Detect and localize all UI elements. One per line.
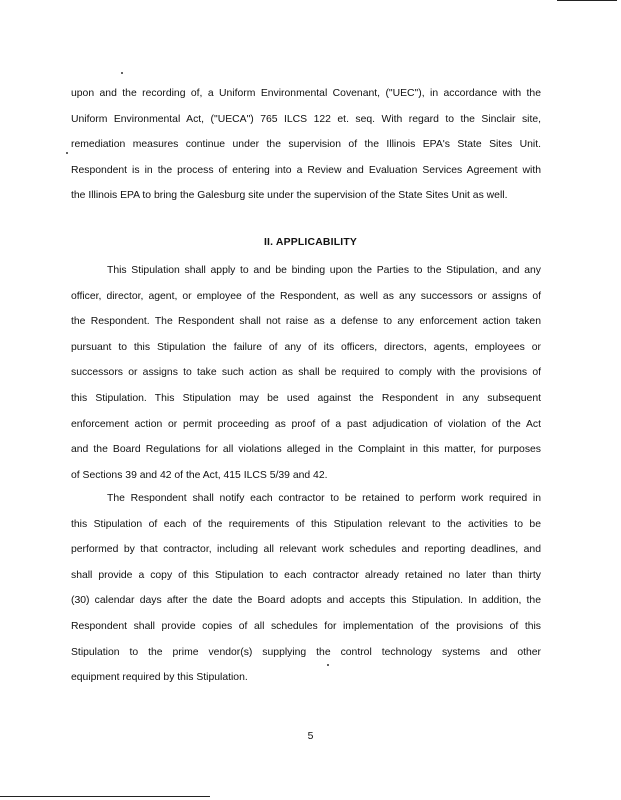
text-line: of Sections 39 and 42 of the Act, 415 ILCS 5/39 and 42. — [71, 469, 328, 481]
text-line: equipment required by this Stipulation. — [71, 672, 248, 684]
text-line: the Respondent. The Respondent shall not raise as a defense to any enforcement action taken — [71, 316, 541, 328]
text-line: officer, director, agent, or employee of the Respondent, as well as any successors or assigns of — [71, 290, 541, 302]
text-line: Uniform Environmental Act, ("UECA") 765 ILCS 122 et. seq. With regard to the Sinclair site, — [71, 113, 541, 125]
text-line: successors or assigns to take such action as shall be required to comply with the provisions of — [71, 367, 541, 379]
text-line: pursuant to this Stipulation the failure of any of its officers, directors, agents, employees or — [71, 341, 541, 353]
text-line: Respondent shall provide copies of all schedules for implementation of the provisions of this — [71, 620, 541, 632]
scan-speck — [121, 72, 123, 74]
scan-speck — [66, 152, 68, 154]
text-line: shall provide a copy of this Stipulation to each contractor already retained no later than thirty — [71, 569, 541, 581]
text-line: performed by that contractor, including all relevant work schedules and reporting deadlines, and — [71, 544, 541, 556]
text-line: Respondent is in the process of entering into a Review and Evaluation Services Agreement with — [71, 164, 541, 176]
page-number: 5 — [307, 731, 314, 742]
paragraph-applicability — [71, 258, 541, 488]
scan-edge-line — [0, 796, 210, 797]
text-line: Stipulation to the prime vendor(s) supplying the control technology systems and other — [71, 646, 541, 658]
text-line: upon and the recording of, a Uniform Environmental Covenant, ("UEC"), in accordance with the — [71, 88, 541, 99]
text-line: remediation measures continue under the supervision of the Illinois EPA's State Sites Unit. — [71, 139, 541, 151]
text-line: This Stipulation shall apply to and be binding upon the Parties to the Stipulation, and any — [107, 265, 541, 276]
text-line: and the Board Regulations for all violations alleged in the Complaint in this matter, for purposes — [71, 444, 541, 456]
text-line: enforcement action or permit proceeding as proof of a past adjudication of violation of the Act — [71, 418, 541, 430]
scan-edge-mark — [557, 0, 617, 4]
section-heading: II. APPLICABILITY — [263, 237, 358, 248]
text-line: The Respondent shall notify each contractor to be retained to perform work required in — [107, 493, 541, 504]
paragraph-contractor-notice — [71, 486, 541, 691]
text-line: (30) calendar days after the date the Board adopts and accepts this Stipulation. In addition, the — [71, 595, 541, 607]
text-line: this Stipulation. This Stipulation may be used against the Respondent in any subsequent — [71, 392, 541, 404]
text-line: the Illinois EPA to bring the Galesburg site under the supervision of the State Sites Unit as well. — [71, 190, 508, 202]
text-line: this Stipulation of each of the requirements of this Stipulation relevant to the activities to be — [71, 518, 541, 530]
paragraph-continuation — [71, 81, 541, 209]
